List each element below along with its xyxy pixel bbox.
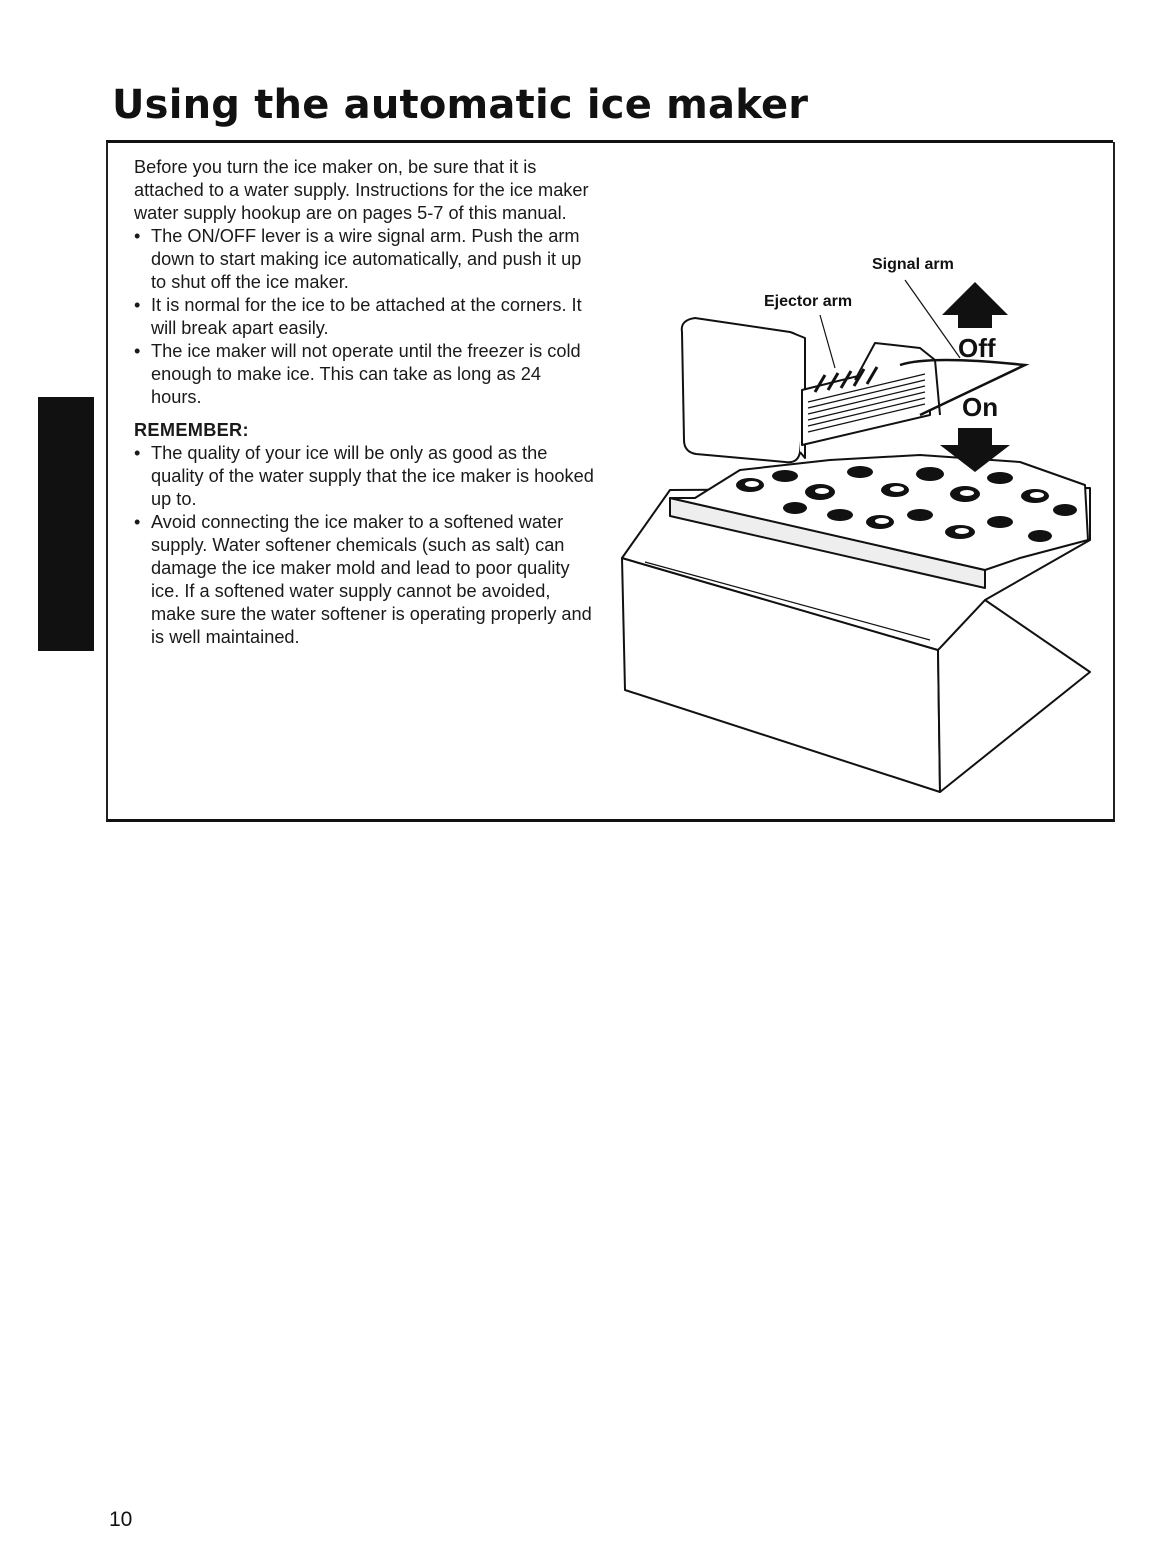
bullet-item: • The ON/OFF lever is a wire signal arm. Push the arm down to start making ice automatically, and push it up to shut off the ice maker.	[134, 226, 582, 292]
instructions-text	[134, 156, 594, 649]
bullet-item: • The quality of your ice will be only as good as the quality of the water supply that the ice maker is hooked up to.	[134, 443, 594, 509]
remember-heading: REMEMBER:	[134, 420, 249, 440]
intro-paragraph: Before you turn the ice maker on, be sure that it is attached to a water supply. Instructions for the ice maker water supply hookup are on pages 5-7 of this manual.	[134, 157, 589, 223]
bullet-list	[134, 225, 594, 409]
off-label: Off	[958, 333, 996, 363]
section-tab-marker	[38, 397, 94, 651]
ejector-arm-label: Ejector arm	[764, 293, 853, 310]
ejector-arm-leader	[820, 315, 835, 368]
signal-arm-label: Signal arm	[872, 256, 954, 273]
page-title: Using the automatic ice maker	[112, 82, 809, 128]
off-arrow-up-icon	[942, 282, 1008, 328]
on-label: On	[962, 392, 999, 422]
bullet-icon: •	[134, 341, 141, 361]
ice-maker-drawing	[600, 240, 1105, 805]
bullet-icon: •	[134, 512, 141, 532]
bullet-item: • Avoid connecting the ice maker to a softened water supply. Water softener chemicals (such as salt) can damage the ice maker mold and lead to poor quality ice. If a softened water supply cannot be avoided, make sure the water softener is operating properly and is well maintained.	[134, 512, 592, 647]
bullet-item: • The ice maker will not operate until the freezer is cold enough to make ice. This can take as long as 24 hours.	[134, 341, 581, 407]
bullet-icon: •	[134, 295, 141, 315]
bullet-icon: •	[134, 443, 141, 463]
ice-maker-housing	[682, 318, 802, 462]
remember-list	[134, 442, 594, 649]
bullet-icon: •	[134, 226, 141, 246]
ice-maker-illustration	[600, 240, 1105, 805]
page-number: 10	[109, 1508, 133, 1531]
bullet-item: • It is normal for the ice to be attached at the corners. It will break apart easily.	[134, 295, 582, 338]
bin-side	[938, 600, 1090, 792]
